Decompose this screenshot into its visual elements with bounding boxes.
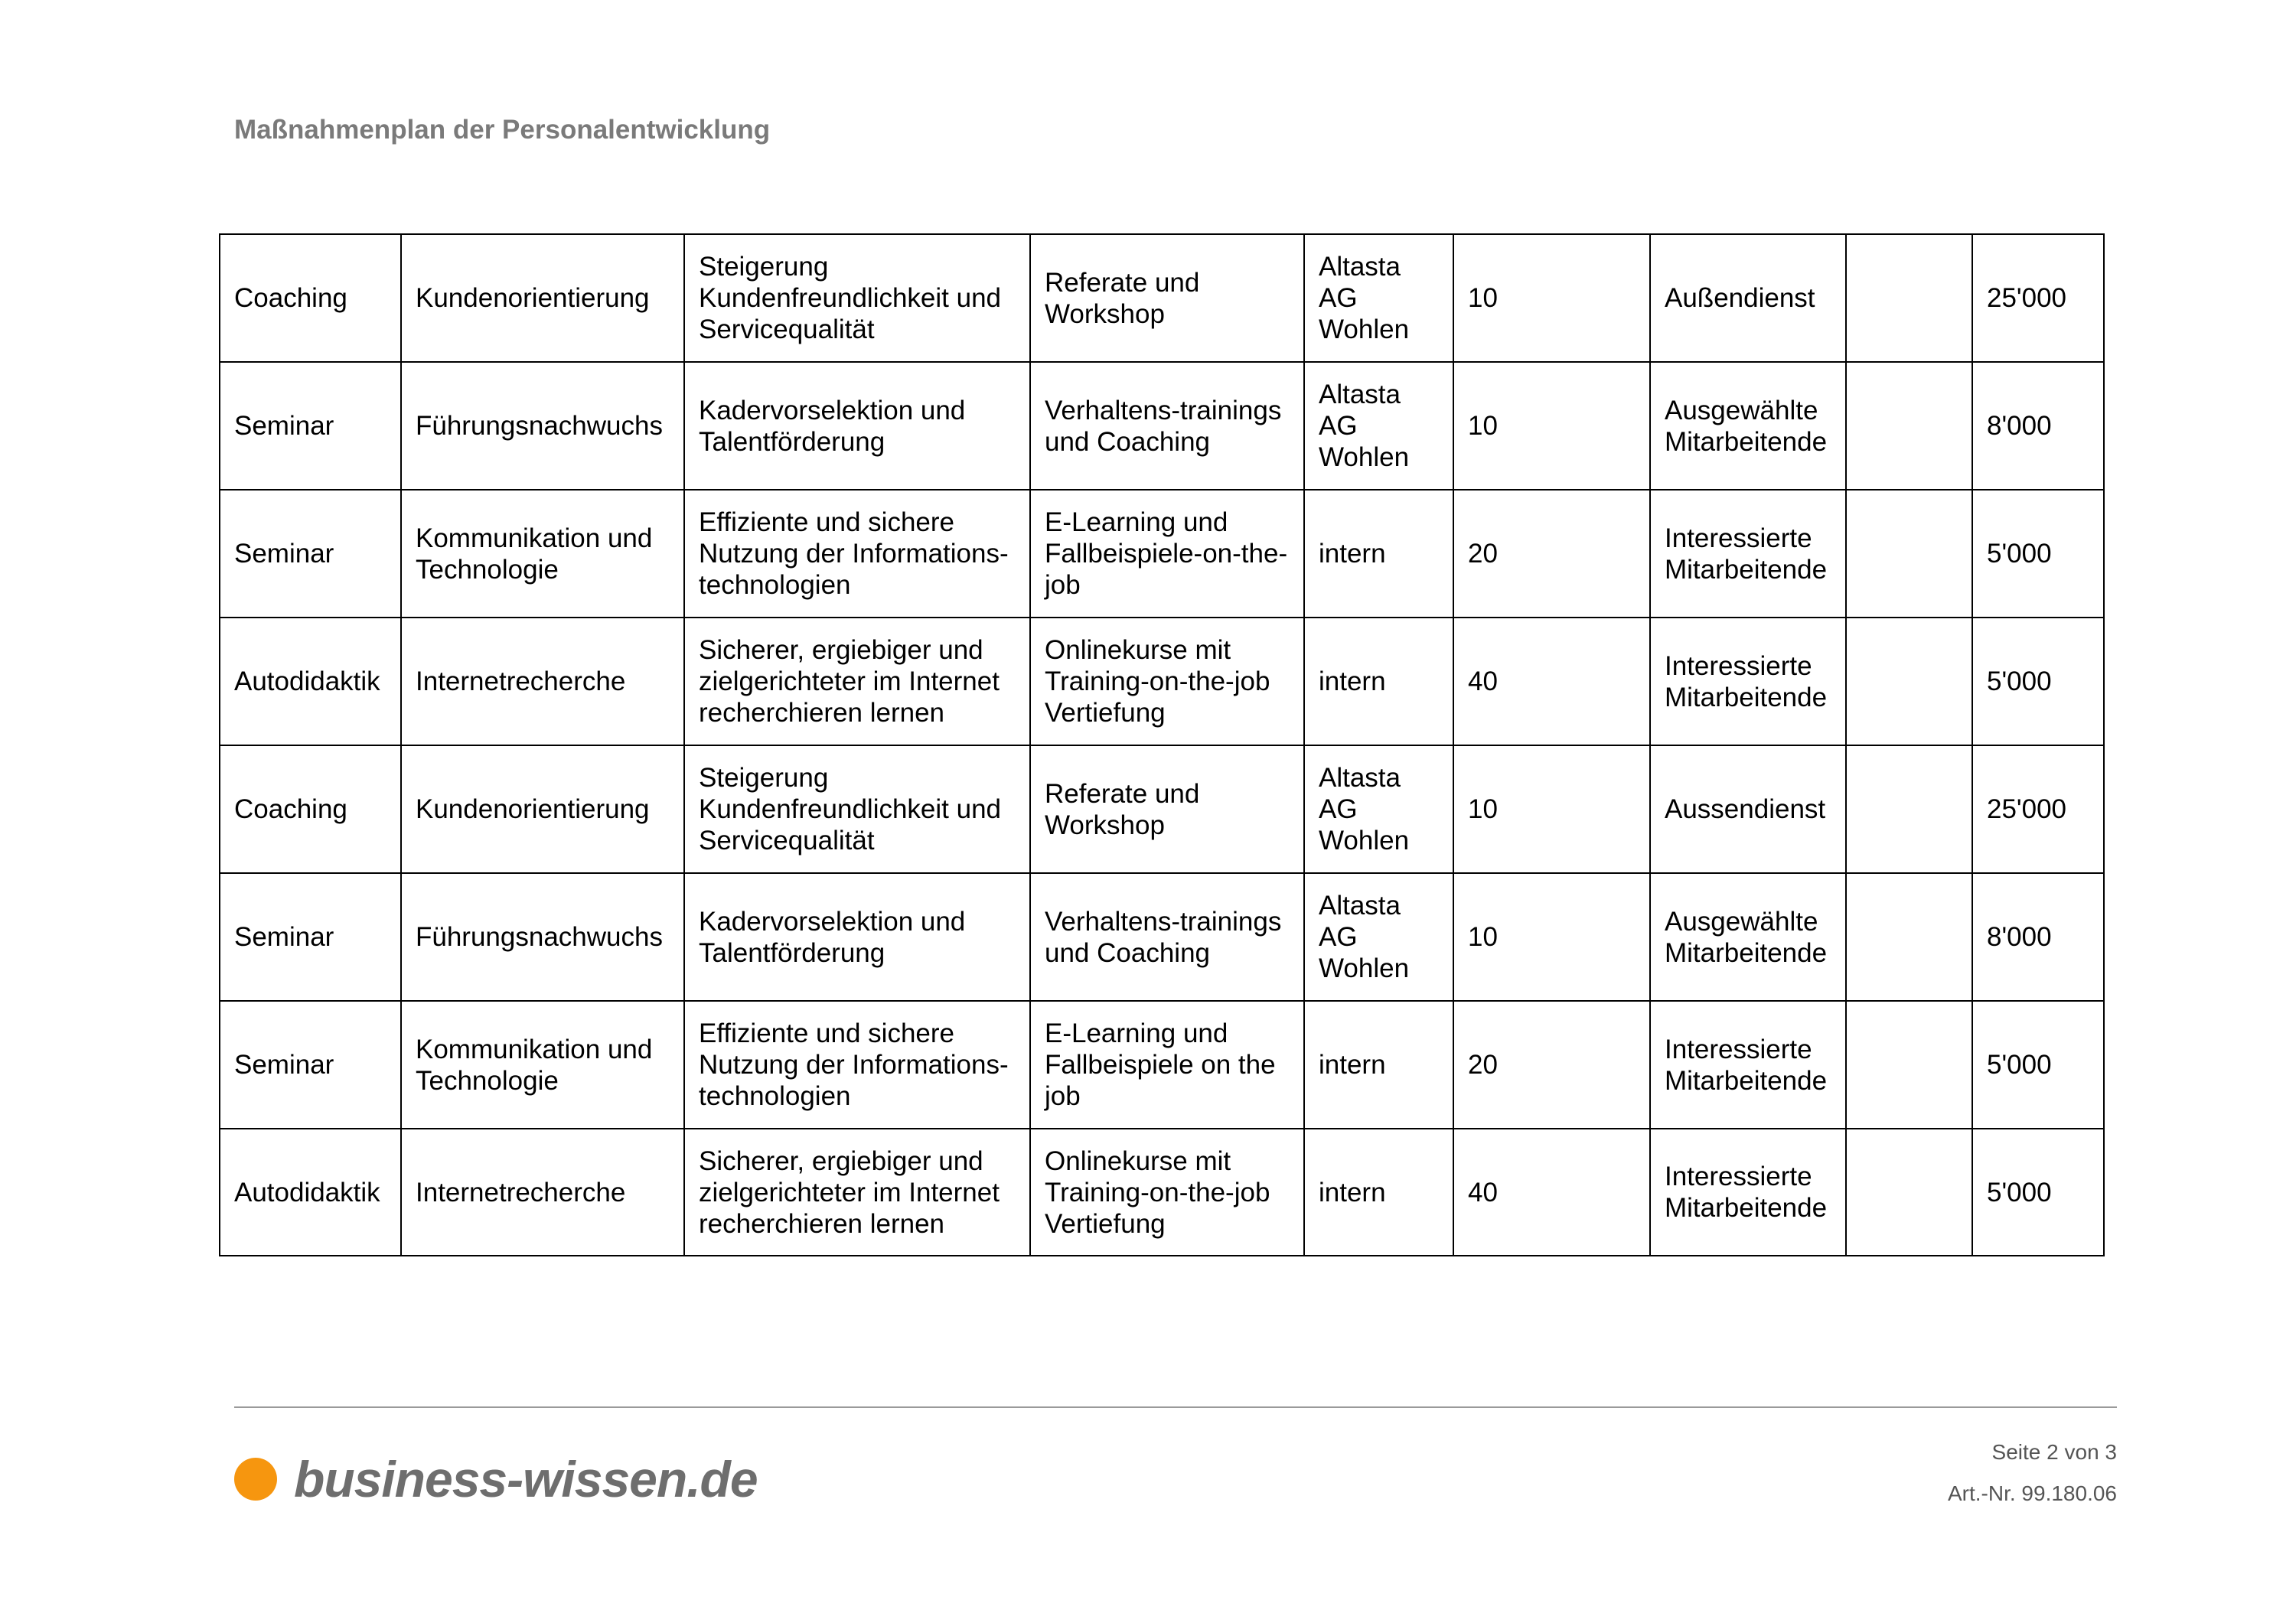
table-cell-number: 10 (1453, 745, 1650, 873)
table-row (220, 745, 2104, 873)
table-cell-audience: Interessierte Mitarbeitende (1650, 490, 1846, 618)
table-row (220, 234, 2104, 362)
table-cell-cost: 5'000 (1972, 1129, 2104, 1256)
table-row (220, 490, 2104, 618)
table-cell-type: Seminar (220, 873, 401, 1001)
table-row (220, 362, 2104, 490)
table-cell-number: 20 (1453, 1001, 1650, 1129)
table-cell-empty (1846, 1001, 1972, 1129)
table-row (220, 1001, 2104, 1129)
table-cell-cost: 5'000 (1972, 490, 2104, 618)
table-cell-audience: Ausgewählte Mitarbeitende (1650, 873, 1846, 1001)
table-cell-empty (1846, 490, 1972, 618)
table-cell-topic: Kommunikation und Technologie (401, 490, 684, 618)
table-cell-empty (1846, 745, 1972, 873)
table-cell-topic: Internetrecherche (401, 618, 684, 745)
table-cell-provider: Altasta AG Wohlen (1304, 234, 1453, 362)
table-cell-number: 40 (1453, 618, 1650, 745)
table-cell-topic: Kundenorientierung (401, 745, 684, 873)
table-cell-provider: intern (1304, 618, 1453, 745)
table-cell-method: Verhaltens-trainings und Coaching (1030, 362, 1304, 490)
table-row (220, 1129, 2104, 1256)
table-cell-audience: Interessierte Mitarbeitende (1650, 1001, 1846, 1129)
table-cell-audience: Aussendienst (1650, 745, 1846, 873)
table-cell-audience: Ausgewählte Mitarbeitende (1650, 362, 1846, 490)
logo-text: business-wissen.de (294, 1451, 758, 1507)
table-cell-number: 10 (1453, 234, 1650, 362)
table-cell-topic: Kommunikation und Technologie (401, 1001, 684, 1129)
table-cell-empty (1846, 618, 1972, 745)
table-cell-method: Onlinekurse mit Training-on-the-job Vertiefung (1030, 1129, 1304, 1256)
table-cell-type: Seminar (220, 490, 401, 618)
table-cell-audience: Außendienst (1650, 234, 1846, 362)
table-cell-cost: 5'000 (1972, 618, 2104, 745)
table-cell-type: Autodidaktik (220, 1129, 401, 1256)
table-cell-provider: intern (1304, 490, 1453, 618)
table-cell-method: Referate und Workshop (1030, 745, 1304, 873)
table-cell-cost: 25'000 (1972, 745, 2104, 873)
table-cell-cost: 8'000 (1972, 873, 2104, 1001)
table-cell-topic: Führungsnachwuchs (401, 873, 684, 1001)
table-cell-number: 40 (1453, 1129, 1650, 1256)
table-cell-topic: Kundenorientierung (401, 234, 684, 362)
table-cell-goal: Kadervorselektion und Talentförderung (684, 362, 1030, 490)
table-row (220, 618, 2104, 745)
table-cell-audience: Interessierte Mitarbeitende (1650, 1129, 1846, 1256)
table-cell-topic: Führungsnachwuchs (401, 362, 684, 490)
measures-table (219, 233, 2105, 1256)
table-cell-provider: Altasta AG Wohlen (1304, 362, 1453, 490)
table-cell-cost: 8'000 (1972, 362, 2104, 490)
table-cell-cost: 5'000 (1972, 1001, 2104, 1129)
table-cell-number: 10 (1453, 873, 1650, 1001)
table-cell-type: Coaching (220, 745, 401, 873)
table-cell-number: 20 (1453, 490, 1650, 618)
table-cell-method: E-Learning und Fallbeispiele on the job (1030, 1001, 1304, 1129)
table-cell-empty (1846, 1129, 1972, 1256)
table-cell-method: Onlinekurse mit Training-on-the-job Vertiefung (1030, 618, 1304, 745)
table-cell-goal: Sicherer, ergiebiger und zielgerichteter im Internet recherchieren lernen (684, 1129, 1030, 1256)
table-cell-goal: Kadervorselektion und Talentförderung (684, 873, 1030, 1001)
table-cell-provider: Altasta AG Wohlen (1304, 745, 1453, 873)
article-number: Art.-Nr. 99.180.06 (1947, 1481, 2117, 1505)
table-cell-provider: intern (1304, 1129, 1453, 1256)
page-number: Seite 2 von 3 (1991, 1440, 2117, 1464)
table-cell-type: Seminar (220, 362, 401, 490)
table-cell-type: Coaching (220, 234, 401, 362)
table-cell-number: 10 (1453, 362, 1650, 490)
table-cell-goal: Effiziente und sichere Nutzung der Informations-technologien (684, 490, 1030, 618)
logo-dot-icon (234, 1458, 277, 1501)
table-cell-empty (1846, 234, 1972, 362)
table-cell-cost: 25'000 (1972, 234, 2104, 362)
table-cell-topic: Internetrecherche (401, 1129, 684, 1256)
table-cell-goal: Steigerung Kundenfreundlichkeit und Servicequalität (684, 745, 1030, 873)
table-cell-audience: Interessierte Mitarbeitende (1650, 618, 1846, 745)
table-cell-empty (1846, 362, 1972, 490)
table-cell-provider: Altasta AG Wohlen (1304, 873, 1453, 1001)
table-cell-empty (1846, 873, 1972, 1001)
footer-divider (234, 1406, 2117, 1408)
table-cell-method: E-Learning und Fallbeispiele-on-the-job (1030, 490, 1304, 618)
table-row (220, 873, 2104, 1001)
table-cell-goal: Steigerung Kundenfreundlichkeit und Servicequalität (684, 234, 1030, 362)
table-cell-goal: Effiziente und sichere Nutzung der Informations-technologien (684, 1001, 1030, 1129)
table-cell-provider: intern (1304, 1001, 1453, 1129)
table-cell-type: Seminar (220, 1001, 401, 1129)
business-wissen-logo (234, 1450, 758, 1508)
table-cell-goal: Sicherer, ergiebiger und zielgerichteter im Internet recherchieren lernen (684, 618, 1030, 745)
document-title: Maßnahmenplan der Personalentwicklung (234, 115, 771, 145)
table-cell-type: Autodidaktik (220, 618, 401, 745)
table-cell-method: Verhaltens-trainings und Coaching (1030, 873, 1304, 1001)
table-cell-method: Referate und Workshop (1030, 234, 1304, 362)
